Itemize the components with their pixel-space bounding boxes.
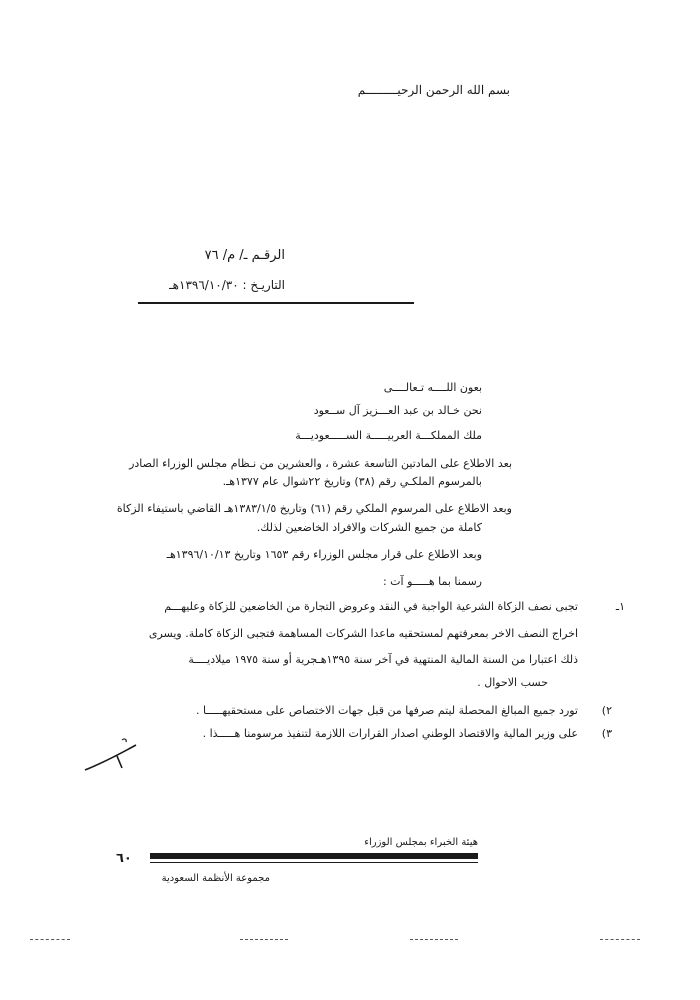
handwritten-signature [82, 738, 142, 778]
scan-mark [410, 939, 458, 941]
page-number: ٦٠ [116, 851, 132, 866]
article-1-line-1: تجبى نصف الزكاة الشرعية الواجبة في النقد وعروض التجارة من الخاضعين للزكاة وعليهـــم [164, 600, 578, 613]
scan-mark [30, 939, 70, 941]
scan-mark [240, 939, 288, 941]
date-underline [138, 302, 414, 304]
preamble-3-line: وبعد الاطلاع على قرار مجلس الوزراء رقم ١٦٥٣ وتاريخ ١٣٩٦/١٠/١٣هـ [166, 548, 482, 561]
king-title-line: ملك المملكـــة العربيـــــة الســـــعوديـــة [295, 429, 482, 442]
article-1-line-2: اخراج النصف الاخر بمعرفتهم لمستحقيه ماعدا الشركات المساهمة فتجبى الزكاة كاملة. ويسرى [148, 627, 578, 640]
article-2-number: ٢) [601, 704, 612, 717]
article-2-text: تورد جميع المبالغ المحصلة ليتم صرفها من قبل جهات الاختصاص على مستحقيهـــــا . [195, 704, 578, 717]
preamble-2-line-2: كاملة من جميع الشركات والافراد الخاضعين لذلك. [256, 521, 482, 534]
footer-rule-thin [150, 862, 478, 863]
footer-rule-thick [150, 853, 478, 859]
scan-mark [600, 939, 640, 941]
article-1-line-3: ذلك اعتبارا من السنة المالية المنتهية في آخر سنة ١٣٩٥هـجرية أو سنة ١٩٧٥ ميلاديــــة [188, 653, 578, 666]
article-3-number: ٣) [601, 727, 612, 740]
basmala: بسم الله الرحمن الرحيـــــــــم [357, 83, 510, 97]
preamble-2-line-1: وبعد الاطلاع على المرسوم الملكي رقم (٦١) وتاريخ ١٣٨٣/١/٥هـ القاضي باستيفاء الزكاة [116, 502, 512, 515]
preamble-1-line-1: بعد الاطلاع على المادتين التاسعة عشرة ، والعشرين من نـظام مجلس الوزراء الصادر [129, 457, 512, 470]
decree-heading: رسمنا بما هـــــو آت : [382, 575, 482, 588]
king-name-line: نحن خـالد بن عبد العـــزيز آل ســعود [313, 404, 482, 417]
issuing-body: هيئة الخبراء بمجلس الوزراء [364, 837, 478, 848]
article-1-number: ١ـ [615, 600, 625, 613]
decree-date: التاريـخ : ١٣٩٦/١٠/٣٠هـ [169, 278, 285, 292]
preamble-1-line-2: بالمرسوم الملكـي رقم (٣٨) وتاريخ ٢٢شوال عام ١٣٧٧هـ. [222, 475, 482, 488]
article-3-text: على وزير المالية والاقتصاد الوطني اصدار القرارات اللازمة لتنفيذ مرسومنا هـــــذا . [202, 727, 578, 740]
collection-name: مجموعة الأنظمة السعودية [161, 873, 270, 884]
reference-number: الرقـم ـ/ م/ ٧٦ [204, 248, 285, 263]
article-1-line-4: حسب الاحوال . [477, 676, 548, 689]
invocation-line: بعون اللــــه تـعالــــى [383, 381, 482, 394]
